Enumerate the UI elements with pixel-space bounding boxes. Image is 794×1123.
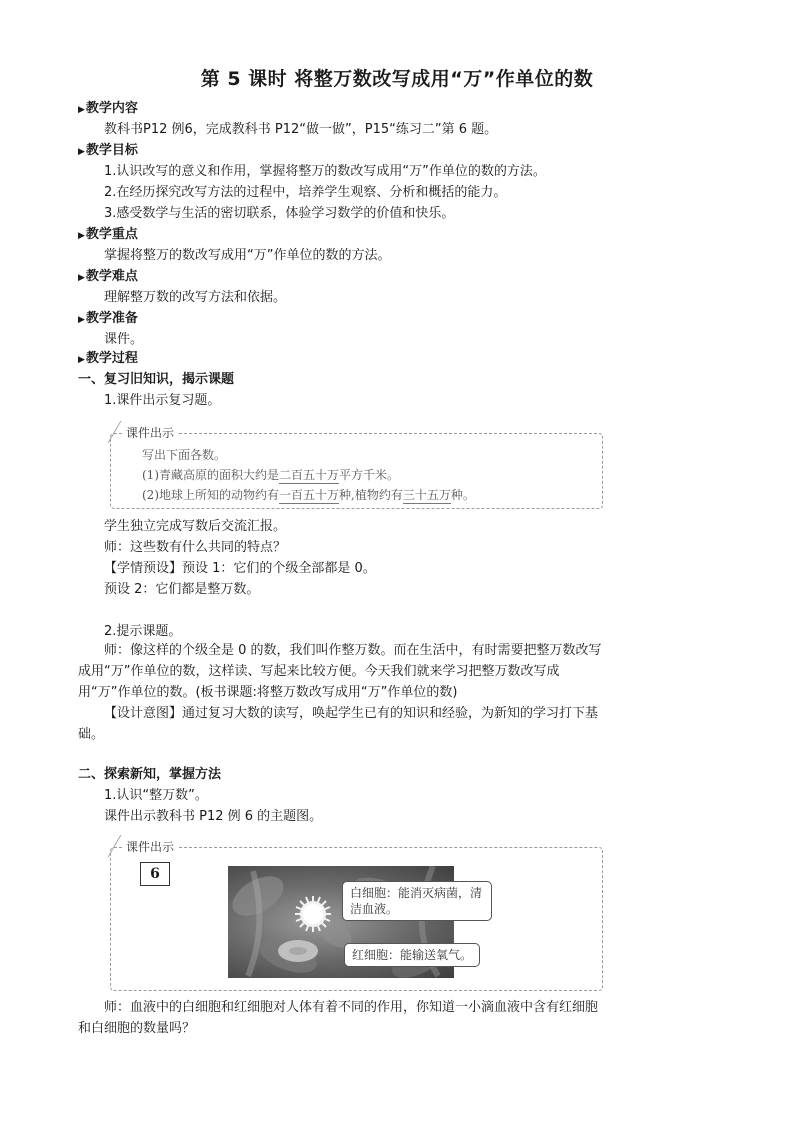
courseware-tag: 课件出示 xyxy=(122,425,178,441)
red-cell-bubble: 红细胞：能输送氧气。 xyxy=(344,943,480,967)
triangle-bullet-icon: ▶ xyxy=(78,355,85,365)
courseware-tag: 课件出示 xyxy=(122,839,178,855)
section-goals-heading: ▶教学目标 xyxy=(78,143,138,158)
triangle-bullet-icon: ▶ xyxy=(78,105,85,115)
difficulty-text: 理解整万数的改写方法和依据。 xyxy=(104,290,287,305)
triangle-bullet-icon: ▶ xyxy=(78,231,85,241)
part1-line4: 预设 2：它们都是整万数。 xyxy=(104,582,260,597)
prep-text: 课件。 xyxy=(104,332,144,347)
part1-paragraph2: 【设计意图】通过复习大数的读写，唤起学生已有的知识和经验，为新知的学习打下基础。 xyxy=(78,706,599,742)
content-text: 教科书P12 例6，完成教科书 P12“做一做”，P15“练习二”第 6 题。 xyxy=(104,122,498,137)
triangle-bullet-icon: ▶ xyxy=(78,315,85,325)
box-question-2: (2)地球上所知的动物约有一百五十万种,植物约有三十五万种。 xyxy=(142,488,475,502)
part1-line1: 学生独立完成写数后交流汇报。 xyxy=(104,519,287,534)
part1-step1: 1.课件出示复习题。 xyxy=(104,393,221,408)
part1-paragraph1: 师：像这样的个级全是 0 的数，我们叫作整万数。而在生活中，有时需要把整万数改写成用“万”作单位的数，这样读、写起来比较方便。今天我们就来学习把整万数改写成用“万”作单位的数。(板书课题:将整万数改写成用“万”作单位的数) xyxy=(78,643,602,700)
part2-heading: 二、探索新知，掌握方法 xyxy=(78,767,222,782)
box-instruction: 写出下面各数。 xyxy=(142,448,227,462)
white-cell-bubble: 白细胞：能消灭病菌，清洁血液。 xyxy=(342,881,492,921)
key-text: 掌握将整万的数改写成用“万”作单位的数的方法。 xyxy=(104,248,391,263)
triangle-bullet-icon: ▶ xyxy=(78,147,85,157)
part2-step1: 1.认识“整万数”。 xyxy=(104,788,208,803)
part1-heading: 一、复习旧知识，揭示课题 xyxy=(78,372,235,387)
part2-line1: 课件出示教科书 P12 例 6 的主题图。 xyxy=(104,809,323,824)
part2-paragraph1: 师：血液中的白细胞和红细胞对人体有着不同的作用，你知道一小滴血液中含有红细胞和白细胞的数量吗？ xyxy=(78,1000,599,1036)
goal-3: 3.感受数学与生活的密切联系，体验学习数学的价值和快乐。 xyxy=(104,206,455,221)
goal-1: 1.认识改写的意义和作用，掌握将整万的数改写成用“万”作单位的数的方法。 xyxy=(104,164,546,179)
page-title: 第 5 课时 将整万数改写成用“万”作单位的数 xyxy=(200,68,594,90)
part1-line2: 师：这些数有什么共同的特点？ xyxy=(104,540,287,555)
example-number: 6 xyxy=(140,862,170,886)
goal-2: 2.在经历探究改写方法的过程中，培养学生观察、分析和概括的能力。 xyxy=(104,185,507,200)
section-content-heading: ▶教学内容 xyxy=(78,101,138,116)
section-prep-heading: ▶教学准备 xyxy=(78,311,138,326)
box-question-1: (1)青藏高原的面积大约是二百五十万平方千米。 xyxy=(142,468,400,482)
part1-step2: 2.提示课题。 xyxy=(104,624,182,639)
section-difficulty-heading: ▶教学难点 xyxy=(78,269,138,284)
section-key-heading: ▶教学重点 xyxy=(78,227,138,242)
triangle-bullet-icon: ▶ xyxy=(78,273,85,283)
part1-line3: 【学情预设】预设 1：它们的个级全部都是 0。 xyxy=(104,561,376,576)
section-process-heading: ▶教学过程 xyxy=(78,351,138,366)
